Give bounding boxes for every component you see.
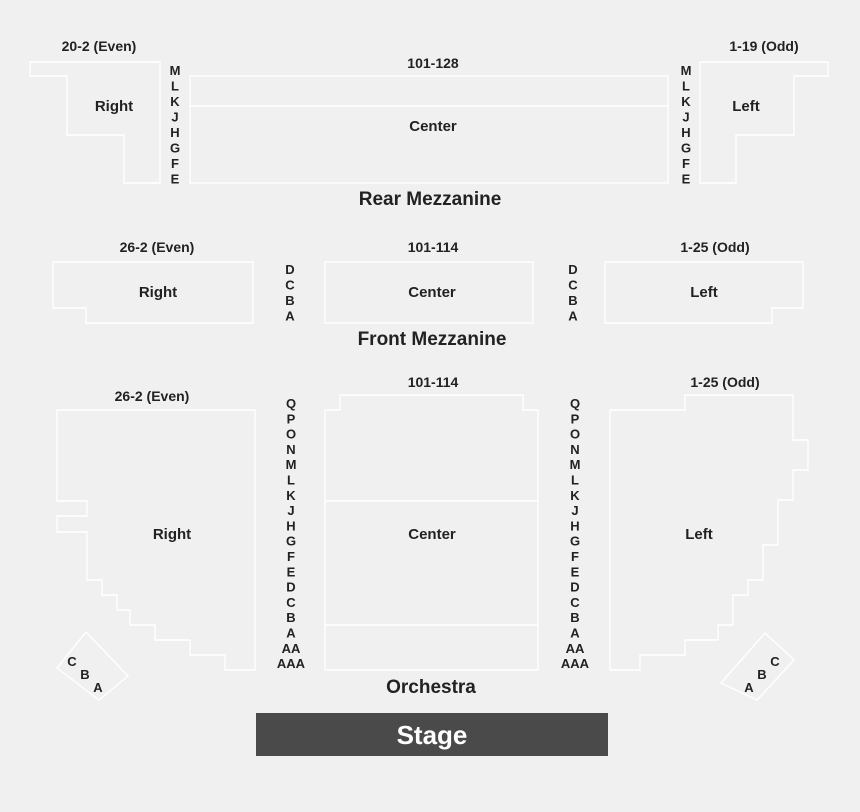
orch-right-label: Right <box>152 526 192 543</box>
row-label-e: E <box>286 564 296 580</box>
orch-left-range: 1-25 (Odd) <box>690 374 760 390</box>
orch-center-label: Center <box>408 526 456 543</box>
rear-mezz-left-label: Left <box>732 98 760 115</box>
front-mezz-center-range: 101-114 <box>407 239 459 255</box>
orch-center-range: 101-114 <box>407 374 459 390</box>
row-label-g: G <box>569 533 581 549</box>
front-mezz-center-label: Center <box>408 284 456 301</box>
row-label-j: J <box>287 503 295 519</box>
row-label-j: J <box>682 109 690 125</box>
orchestra-title: Orchestra <box>386 677 476 698</box>
row-label-m: M <box>680 63 692 78</box>
stage-label: Stage <box>396 720 468 750</box>
rear-mezz-left-section-outline[interactable] <box>700 62 828 183</box>
rear-mezz-left-range: 1-19 (Odd) <box>729 38 799 54</box>
row-label-a: A <box>286 625 296 641</box>
orch-left-label: Left <box>685 526 713 543</box>
front-mezz-left-label: Left <box>690 284 718 301</box>
orch-right-box-row: A <box>93 680 103 695</box>
rear-mezz-right-range: 20-2 (Even) <box>61 38 137 54</box>
row-label-e: E <box>570 564 580 580</box>
row-label-c: C <box>568 277 578 293</box>
row-label-n: N <box>286 441 296 457</box>
row-label-a: A <box>570 625 580 641</box>
rear-mezzanine <box>30 38 828 210</box>
row-label-k: K <box>286 487 296 503</box>
row-label-m: M <box>569 457 581 473</box>
rear-mezz-center-label: Center <box>409 118 457 135</box>
row-label-g: G <box>285 533 297 549</box>
row-label-q: Q <box>569 396 581 411</box>
row-label-aa: AA <box>281 640 301 656</box>
row-label-c: C <box>286 594 296 610</box>
row-label-o: O <box>285 426 297 442</box>
row-label-q: Q <box>285 396 297 411</box>
rear-mezz-row-labels-right-aisle <box>681 63 692 187</box>
row-label-a: A <box>568 308 578 324</box>
orch-right-range: 26-2 (Even) <box>114 388 190 404</box>
row-label-p: P <box>570 411 580 427</box>
row-label-m: M <box>169 63 181 78</box>
row-label-b: B <box>570 610 580 626</box>
orch-left-box-row: B <box>757 667 767 682</box>
row-label-h: H <box>170 125 180 140</box>
row-label-l: L <box>571 472 579 488</box>
front-mezz-right-range: 26-2 (Even) <box>119 239 195 255</box>
row-label-h: H <box>286 518 296 534</box>
rear-mezz-right-label: Right <box>94 98 134 115</box>
row-label-aaa: AAA <box>276 656 306 672</box>
front-mezz-row-labels-left-aisle <box>285 262 295 324</box>
row-label-j: J <box>171 109 179 125</box>
row-label-d: D <box>285 262 295 277</box>
row-label-k: K <box>570 487 580 503</box>
orch-row-labels-left-aisle <box>277 396 306 671</box>
stage <box>256 713 608 756</box>
row-label-b: B <box>285 293 295 308</box>
row-label-f: F <box>171 156 179 171</box>
orch-right-box-row: C <box>67 654 77 669</box>
front-mezzanine <box>53 239 803 350</box>
row-label-d: D <box>286 579 296 595</box>
row-label-j: J <box>571 503 579 519</box>
rear-mezz-row-labels-left-aisle <box>170 63 181 187</box>
orch-right-box-row: B <box>80 667 90 682</box>
row-label-a: A <box>285 308 295 324</box>
row-label-k: K <box>170 94 180 109</box>
row-label-f: F <box>682 156 690 171</box>
front-mezz-left-range: 1-25 (Odd) <box>680 239 750 255</box>
row-label-f: F <box>571 549 579 564</box>
orch-left-box-row: A <box>744 680 754 695</box>
row-label-d: D <box>570 579 580 595</box>
orch-row-labels-right-aisle <box>561 396 590 671</box>
row-label-k: K <box>681 94 691 109</box>
row-label-d: D <box>568 262 578 277</box>
row-label-b: B <box>286 610 296 626</box>
front-mezz-right-label: Right <box>138 284 178 301</box>
row-label-e: E <box>170 171 180 187</box>
row-label-aaa: AAA <box>560 656 590 672</box>
row-label-c: C <box>285 277 295 293</box>
front-mezzanine-title: Front Mezzanine <box>357 329 507 350</box>
row-label-n: N <box>570 441 580 457</box>
rear-mezzanine-title: Rear Mezzanine <box>358 189 502 210</box>
row-label-g: G <box>169 140 181 156</box>
row-label-aa: AA <box>565 640 585 656</box>
front-mezz-row-labels-right-aisle <box>568 262 578 324</box>
row-label-l: L <box>287 472 295 488</box>
row-label-p: P <box>286 411 296 427</box>
orch-left-box-row: C <box>770 654 780 669</box>
rear-mezz-center-range: 101-128 <box>407 55 459 71</box>
orchestra <box>57 374 808 700</box>
row-label-l: L <box>171 78 179 94</box>
row-label-l: L <box>682 78 690 94</box>
row-label-e: E <box>681 171 691 187</box>
row-label-o: O <box>569 426 581 442</box>
row-label-b: B <box>568 293 578 308</box>
rear-mezz-right-section-outline[interactable] <box>30 62 160 183</box>
row-label-h: H <box>681 125 691 140</box>
row-label-m: M <box>285 457 297 473</box>
row-label-g: G <box>680 140 692 156</box>
row-label-c: C <box>570 594 580 610</box>
row-label-f: F <box>287 549 295 564</box>
row-label-h: H <box>570 518 580 534</box>
